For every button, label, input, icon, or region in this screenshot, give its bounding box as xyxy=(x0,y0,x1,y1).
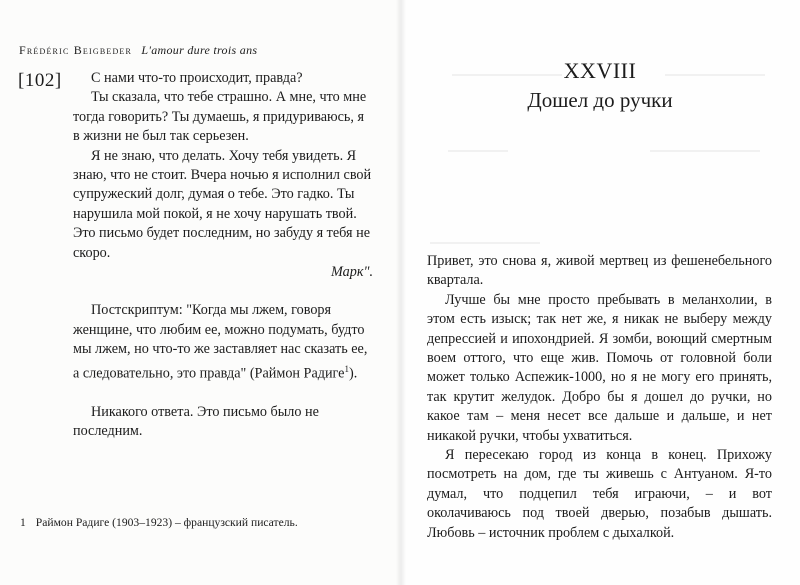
left-page-text xyxy=(73,69,373,442)
left-last-paragraph: Никакого ответа. Это письмо было не последним. xyxy=(73,403,319,440)
page-number: [102] xyxy=(18,70,62,91)
show-through-line xyxy=(448,150,508,152)
left-paragraph-3: Я не знаю, что делать. Хочу тебя увидеть. Я знаю, что не стоит. Вчера ночью я исполнил свой супружеский долг, думая о тебе. Это гадко. Ты нарушила мой покой, я не хочу нарушать твой. Это письмо будет последним, но забуду я тебя не скоро. xyxy=(73,147,372,261)
postscript-text: Постскриптум: "Когда мы лжем, говоря женщине, что любим ее, можно подумать, будто мы лжем, но что-то же заставляет нас сказать ее, а следовательно, это правда" (Раймон Радиге xyxy=(73,302,368,382)
show-through-line xyxy=(430,242,540,244)
running-head xyxy=(19,43,257,58)
chapter-title: Дошел до ручки xyxy=(527,88,673,112)
right-paragraph-1: Привет, это снова я, живой мертвец из фешенебельного квартала. xyxy=(427,253,772,289)
show-through-line xyxy=(650,150,760,152)
left-paragraph-2: Ты сказала, что тебе страшно. А мне, что мне тогда говорить? Ты думаешь, я придуриваюсь, я в жизни не был так серьезен. xyxy=(73,89,367,145)
footnote-text: Раймон Радиге (1903–1923) – французский писатель. xyxy=(35,516,298,529)
right-page-text xyxy=(427,252,772,543)
postscript-paragraph xyxy=(73,301,373,383)
letter-signature: Марк". xyxy=(331,264,373,281)
footnote-number: 1 xyxy=(20,516,26,529)
running-head-title: L'amour dure trois ans xyxy=(141,43,258,57)
postscript-end: ). xyxy=(348,365,358,382)
right-paragraph-2: Лучше бы мне просто пребывать в меланхолии, в этом есть изыск; так нет же, я никак не выберу между депрессией и ипохондрией. Я зомби, воющий смертным воем оттого, что еще жив. Помочь от головной боли может только Аспежик-1000, но я не могу его принять, так крутит желудок. Добро бы я дошел до ручки, но какое там – меня несет все дальше и дальше, и нет никакой ручки, чтобы ухватиться. xyxy=(427,291,772,444)
show-through-line xyxy=(452,74,562,76)
chapter-number: XXVIII xyxy=(563,58,637,83)
running-head-author: Frédéric Beigbeder xyxy=(19,43,133,57)
show-through-line xyxy=(665,74,765,76)
right-paragraph-3: Я пересекаю город из конца в конец. Прихожу посмотреть на дом, где ты живешь с Антуаном. Я-то думал, что подцепил тебя играючи, – и вот околачиваюсь под твоей дверью, позабыв дышать. Любовь – источник проблем с дыхалкой. xyxy=(427,447,772,541)
footnote-mark: 1 xyxy=(344,363,349,374)
left-paragraph-1: С нами что-то происходит, правда? xyxy=(91,70,303,86)
footnote xyxy=(20,516,380,529)
